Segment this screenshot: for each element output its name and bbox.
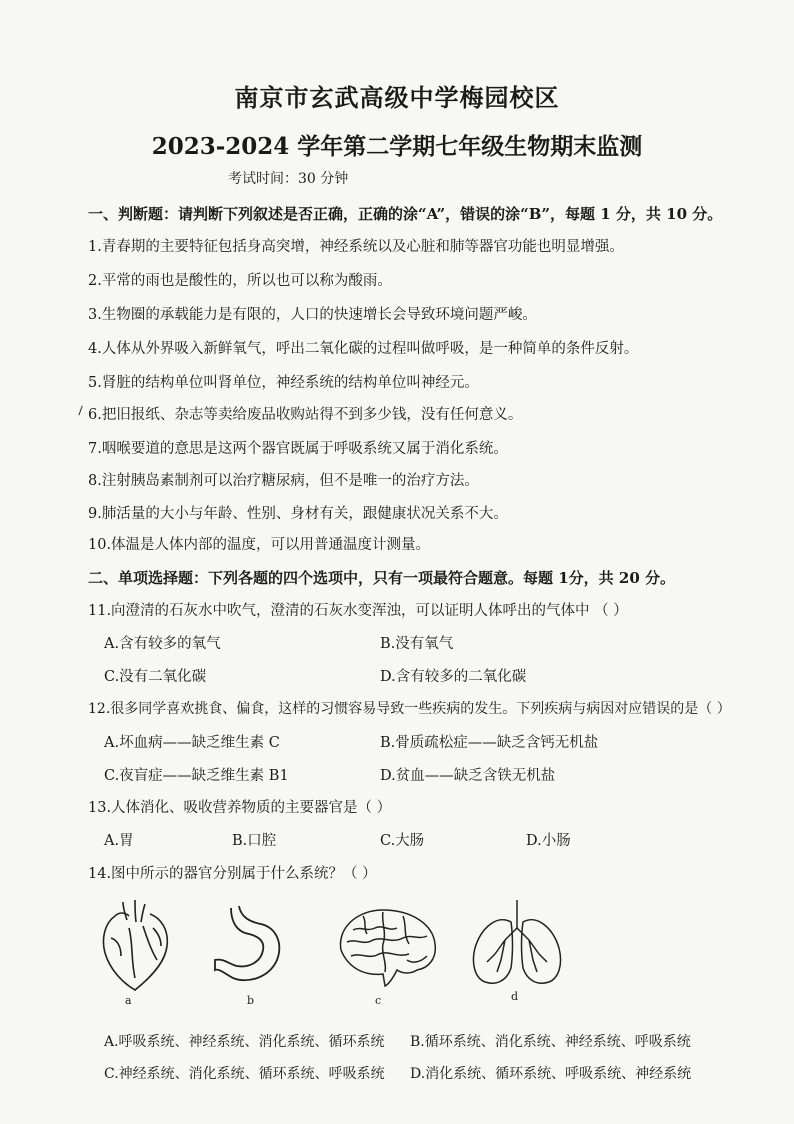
figure-label-c: c: [375, 994, 382, 1007]
question-4: 4.人体从外界吸入新鲜氧气，呼出二氧化碳的过程叫做呼吸，是一种简单的条件反射。: [88, 341, 639, 357]
question-12-stem: 12.很多同学喜欢挑食、偏食，这样的习惯容易导致一些疾病的发生。下列疾病与病因对应错误的是（ ）: [88, 701, 731, 717]
question-10: 10.体温是人体内部的温度，可以用普通温度计测量。: [88, 537, 431, 553]
exam-title: 2023-2024 学年第二学期七年级生物期末监测: [151, 133, 643, 160]
q13-option-c: C.大肠: [380, 833, 425, 849]
question-8: 8.注射胰岛素制剂可以治疗糖尿病，但不是唯一的治疗方法。: [88, 473, 479, 489]
section2-heading: 二、单项选择题：下列各题的四个选项中，只有一项最符合题意。每题 1分，共 20 分。: [88, 569, 675, 587]
q12-option-d: D.贫血——缺乏含铁无机盐: [380, 768, 556, 784]
q12-option-b: B.骨质疏松症——缺乏含钙无机盐: [380, 735, 599, 751]
question-5: 5.肾脏的结构单位叫肾单位，神经系统的结构单位叫神经元。: [88, 375, 479, 391]
q11-option-d: D.含有较多的二氧化碳: [380, 669, 527, 685]
question-9: 9.肺活量的大小与年龄、性别、身材有关，跟健康状况关系不大。: [88, 506, 508, 522]
question-11-stem: 11.向澄清的石灰水中吹气，澄清的石灰水变浑浊，可以证明人体呼出的气体中 （ ）: [88, 603, 628, 619]
figure-label-d: d: [511, 990, 519, 1003]
q11-option-b: B.没有氧气: [380, 636, 454, 652]
q14-option-b: B.循环系统、消化系统、神经系统、呼吸系统: [410, 1034, 691, 1050]
q13-option-b: B.口腔: [232, 833, 277, 849]
organ-figures: [95, 898, 575, 1008]
heart-figure: [95, 898, 175, 993]
q11-option-c: C.没有二氧化碳: [104, 669, 207, 685]
school-title: 南京市玄武高级中学梅园校区: [234, 83, 560, 112]
question-7: 7.咽喉要道的意思是这两个器官既属于呼吸系统又属于消化系统。: [88, 441, 508, 457]
q14-option-d: D.消化系统、循环系统、呼吸系统、神经系统: [410, 1066, 692, 1082]
brain-figure: [333, 898, 441, 993]
q11-option-a: A.含有较多的氧气: [104, 636, 221, 652]
q14-option-c: C.神经系统、消化系统、循环系统、呼吸系统: [104, 1066, 385, 1082]
exam-time: 考试时间：30 分钟: [228, 171, 349, 187]
q13-option-a: A.胃: [104, 833, 134, 849]
question-1: 1.青春期的主要特征包括身高突增，神经系统以及心脏和肺等器官功能也明显增强。: [88, 239, 624, 255]
question-6: 6.把旧报纸、杂志等卖给废品收购站得不到多少钱，没有任何意义。: [88, 407, 523, 423]
figure-label-a: a: [125, 994, 132, 1007]
stomach-figure: [211, 898, 291, 993]
q12-option-c: C.夜盲症——缺乏维生素 B1: [104, 768, 289, 784]
q13-option-d: D.小肠: [526, 833, 571, 849]
section1-heading: 一、判断题：请判断下列叙述是否正确，正确的涂“A”，错误的涂“B”，每题 1 分，共 10 分。: [88, 205, 723, 223]
lungs-figure: [467, 898, 567, 993]
question-13-stem: 13.人体消化、吸收营养物质的主要器官是（ ）: [88, 800, 392, 816]
question-14-stem: 14.图中所示的器官分别属于什么系统？（ ）: [88, 866, 377, 882]
question-3: 3.生物圈的承载能力是有限的，人口的快速增长会导致环境问题严峻。: [88, 307, 537, 323]
q12-option-a: A.坏血病——缺乏维生素 C: [104, 735, 280, 751]
q14-option-a: A.呼吸系统、神经系统、消化系统、循环系统: [104, 1034, 385, 1050]
figure-label-b: b: [247, 994, 255, 1007]
question-2: 2.平常的雨也是酸性的，所以也可以称为酸雨。: [88, 273, 392, 289]
pen-mark: [78, 406, 85, 417]
